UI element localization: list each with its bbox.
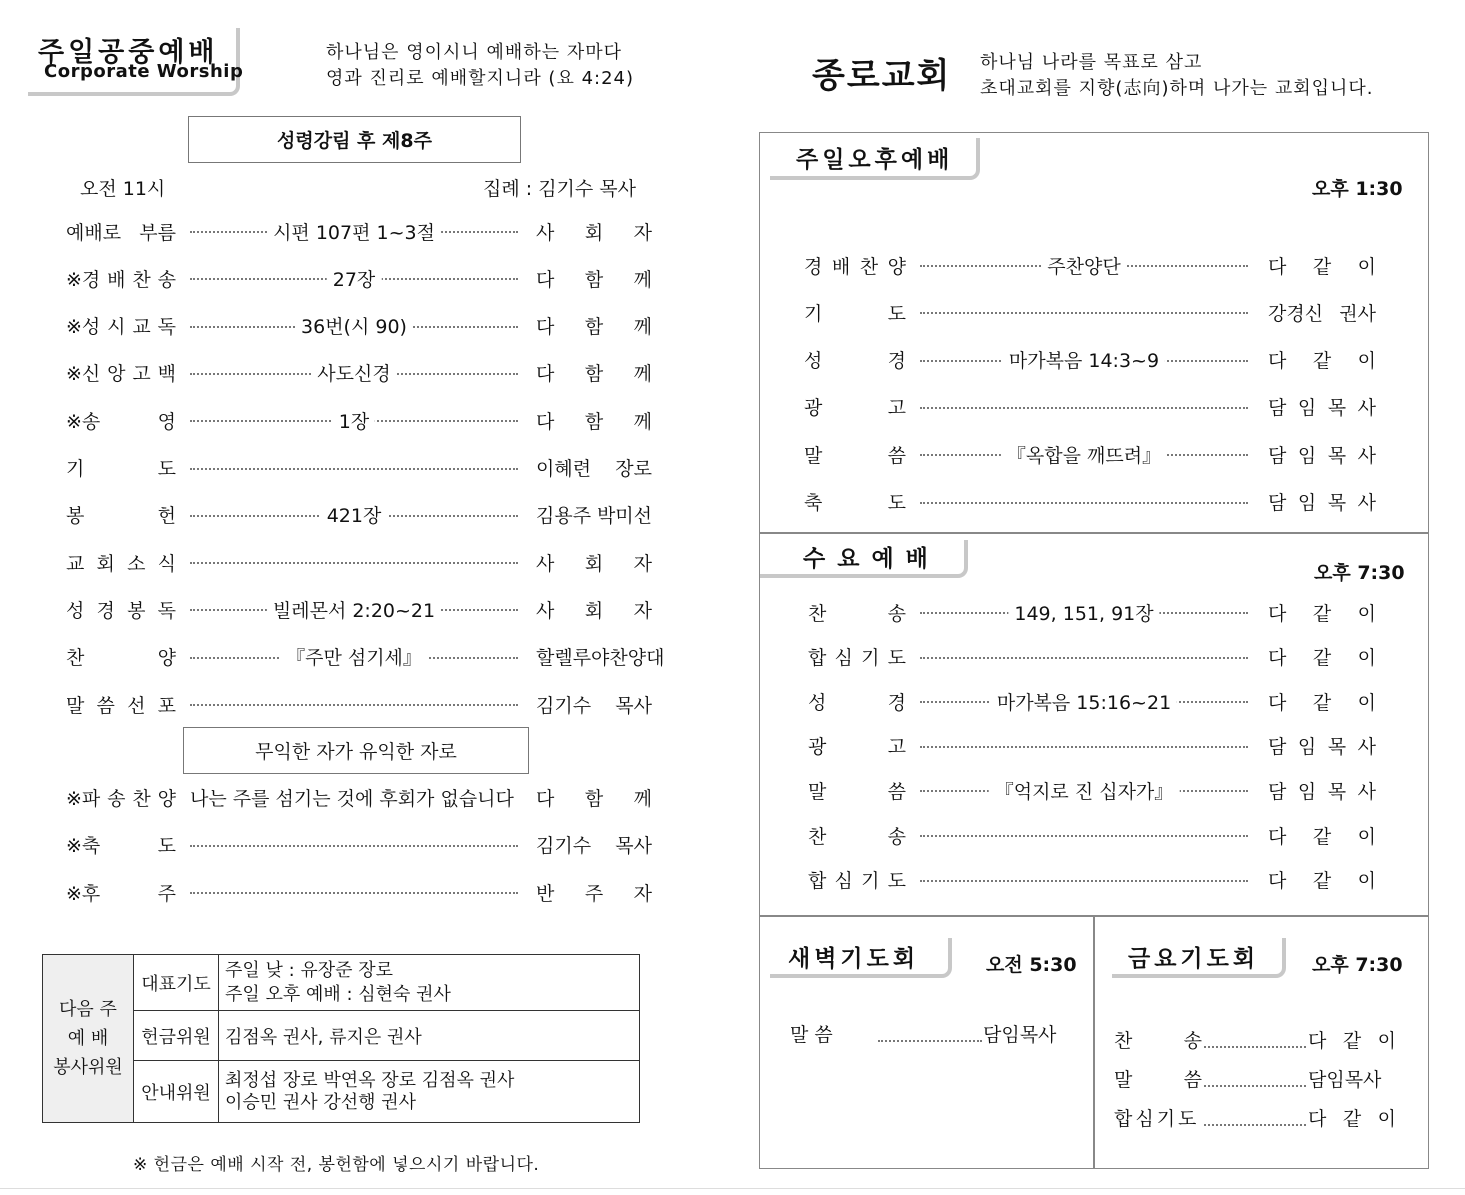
week-box: 성령강림 후 제8주	[188, 116, 521, 163]
friday-item-label	[1114, 1026, 1202, 1053]
label-part: 김기수	[536, 694, 592, 717]
label-part: 다	[1308, 1108, 1327, 1130]
label-part: 앙	[107, 363, 126, 386]
label-part: 고	[132, 363, 151, 386]
servants-header-line-3: 봉사위원	[53, 1057, 123, 1078]
order-item	[0, 547, 660, 577]
label-part: 담	[1268, 780, 1287, 803]
label-part: 이	[1357, 602, 1376, 625]
label-part: 회	[584, 552, 604, 575]
label-part: 함	[584, 363, 604, 386]
label-part: 같	[1312, 647, 1332, 670]
label-part: 다	[1268, 825, 1287, 848]
label-part: 이혜련	[536, 458, 592, 480]
order-item-label	[804, 441, 906, 468]
order-item-who	[1268, 393, 1376, 420]
sermon-title-box: 무익한 자가 유익한 자로	[183, 727, 529, 774]
label-part: 할렐루야	[536, 647, 610, 670]
label-part: 성	[804, 350, 823, 373]
label-part: 찬양대	[609, 647, 665, 670]
label-part: 임	[1297, 444, 1317, 467]
label-part: 께	[633, 787, 652, 810]
label-part: 임	[1297, 780, 1317, 803]
order-item-who	[1268, 488, 1376, 515]
service-time: 오전 11시	[80, 178, 166, 200]
order-item-who	[1268, 866, 1376, 893]
dots-leader	[920, 835, 1248, 837]
order-item-label	[804, 488, 906, 515]
label-part: 식	[157, 552, 176, 575]
label-part: 합	[808, 870, 827, 893]
label-part: 함	[584, 268, 604, 291]
label-part: 함	[584, 787, 604, 810]
label-part: 다	[536, 363, 555, 386]
friday-item-label	[1114, 1065, 1202, 1092]
label-part: 자	[633, 599, 652, 622]
label-part: 씀	[887, 444, 906, 467]
label-part: 이	[1357, 350, 1376, 373]
order-item-detail: 마가복음 14:3~9	[1003, 346, 1165, 373]
servants-header-line-2: 예 배	[67, 1028, 109, 1049]
label-part: 함	[584, 410, 604, 433]
order-item-label	[808, 822, 906, 849]
label-part: 도	[887, 302, 906, 325]
label-part: 광	[804, 397, 823, 420]
order-item-who	[1268, 777, 1376, 804]
order-item-detail: 마가복음 15:16~21	[991, 688, 1177, 715]
order-item	[0, 216, 660, 246]
order-item-who	[536, 549, 652, 576]
label-part: 사	[1357, 492, 1376, 514]
label-part: 다	[1268, 602, 1287, 625]
label-part: 말	[66, 694, 85, 717]
dots-leader	[1204, 1046, 1306, 1048]
label-part: 반	[536, 882, 555, 905]
order-item	[0, 642, 1430, 672]
servants-role: 안내위원	[134, 1061, 219, 1123]
label-part: 씀	[96, 694, 115, 717]
dawn-time: 오전 5:30	[986, 954, 1077, 976]
label-part: 양	[157, 647, 176, 670]
order-item-label	[804, 252, 906, 279]
label-part: 같	[1312, 350, 1332, 373]
label-part: 심	[834, 647, 853, 670]
label-part: 성	[808, 691, 827, 714]
label-part: 배	[107, 268, 126, 291]
label-part: ※경	[66, 268, 101, 291]
label-part: 같	[1312, 255, 1332, 278]
order-item-detail: 36번(시 90)	[295, 312, 413, 339]
label-part: ※성	[66, 316, 101, 339]
order-item-who	[1268, 346, 1376, 373]
label-part: 배	[831, 255, 851, 278]
label-part: 기	[861, 870, 880, 893]
wednesday-panel	[759, 532, 1429, 917]
label-part: 사	[536, 599, 555, 622]
order-item	[0, 865, 1430, 895]
label-part: 송	[887, 825, 906, 848]
order-item-label	[808, 643, 906, 670]
order-item-label	[66, 218, 176, 245]
order-item-who	[1268, 643, 1376, 670]
label-part: 이	[1357, 691, 1376, 714]
label-part: 께	[633, 410, 652, 433]
friday-title: 금요기도회	[1128, 946, 1260, 972]
label-part: 회	[584, 221, 604, 244]
label-part: 씀	[887, 780, 906, 803]
label-part: 사	[536, 221, 555, 244]
verse-line-2: 영과 진리로 예배할지니라 (요 4:24)	[326, 68, 635, 89]
dots-leader	[920, 746, 1248, 748]
label-part: 경	[887, 691, 906, 714]
label-part: 경	[804, 255, 823, 278]
label-part: 같	[1342, 1030, 1362, 1052]
servants-header-line-1: 다음 주	[59, 999, 117, 1020]
label-part: 같	[1312, 825, 1332, 848]
order-item-who	[1268, 441, 1376, 468]
label-part: 이	[1357, 255, 1376, 278]
label-part: ※축	[66, 835, 101, 857]
label-part: 양	[887, 255, 906, 278]
label-part: 같	[1312, 602, 1332, 625]
label-part: 교	[132, 316, 151, 339]
order-item	[0, 392, 1430, 422]
label-part: 께	[633, 316, 652, 339]
bottom-rule	[0, 1188, 1465, 1189]
order-item	[0, 297, 1430, 327]
dots-leader	[920, 880, 1248, 882]
label-part: 백	[157, 363, 176, 386]
label-part: 말	[1114, 1069, 1133, 1091]
friday-item-who	[1308, 1026, 1396, 1053]
label-part: 임	[1297, 397, 1317, 420]
order-item-label	[804, 393, 906, 420]
offering-note: ※ 헌금은 예배 시작 전, 봉헌함에 넣으시기 바랍니다.	[133, 1155, 540, 1175]
label-part: 송	[1183, 1030, 1202, 1052]
friday-time: 오후 7:30	[1312, 954, 1403, 976]
label-part: 기	[861, 647, 880, 670]
order-item	[0, 439, 1430, 469]
label-part: 찬	[1114, 1030, 1133, 1052]
label-part: 이	[1357, 825, 1376, 848]
servants-names-line-1: 최정섭 장로 박연옥 장로 김점옥 권사	[225, 1069, 515, 1091]
label-part: 박미선	[596, 505, 652, 528]
dawn-item	[790, 1020, 1072, 1048]
label-part: 담	[1268, 736, 1287, 759]
label-part: 회	[96, 552, 115, 575]
servants-header	[43, 955, 134, 1123]
label-part: 같	[1312, 691, 1332, 714]
label-part: 강경신	[1268, 302, 1324, 325]
label-part: 찬	[66, 647, 85, 670]
order-item	[0, 731, 1430, 761]
label-part: 담	[1268, 492, 1287, 514]
friday-item-label: 합심기도	[1114, 1108, 1200, 1130]
label-part: 목사	[615, 694, 652, 717]
label-part: 김기수	[536, 835, 592, 857]
servants-role: 헌금위원	[134, 1011, 219, 1061]
label-part: 사	[536, 552, 555, 575]
friday-item-who: 담임목사	[1308, 1069, 1382, 1091]
label-part: 씀	[1183, 1069, 1202, 1091]
label-part: 영	[157, 410, 176, 433]
label-part: 시	[107, 316, 126, 339]
order-item	[0, 597, 1430, 627]
label-part: 선	[127, 694, 146, 717]
church-name: 종로교회	[812, 56, 952, 96]
label-part: 축	[804, 492, 823, 514]
label-part: 독	[157, 599, 176, 622]
label-part: 다	[1268, 350, 1287, 373]
order-item-who	[1268, 822, 1376, 849]
label-part: 임	[1297, 492, 1317, 514]
label-part: ※신	[66, 363, 101, 386]
verse-line-1: 하나님은 영이시니 예배하는 자마다	[326, 42, 622, 63]
label-part: 다	[1268, 870, 1287, 893]
label-part: 주	[584, 882, 604, 905]
friday-item-who	[1308, 1104, 1396, 1131]
servants-names	[219, 1061, 640, 1123]
label-part: 말	[808, 780, 827, 803]
dots-leader	[920, 407, 1248, 409]
label-part: 함	[584, 316, 604, 339]
label-part: 권사	[1339, 302, 1376, 325]
order-item-detail: 『옥합을 깨뜨려』	[1001, 441, 1167, 468]
label-part: 임	[1297, 736, 1317, 759]
service-leader: 집례 : 김기수 목사	[483, 178, 636, 200]
label-part: 포	[157, 694, 176, 717]
motto-line-2: 초대교회를 지향(志向)하며 나가는 교회입니다.	[980, 78, 1374, 99]
label-part: 합	[808, 647, 827, 670]
label-part: 사	[1357, 780, 1376, 803]
label-part: 경	[96, 599, 115, 622]
label-part: 목	[1327, 780, 1347, 803]
label-part: 송	[107, 787, 126, 810]
label-part: 사	[1357, 444, 1376, 467]
dawn-item-label: 말 씀	[790, 1024, 833, 1046]
label-part: 도	[157, 458, 176, 480]
label-part: 송	[887, 602, 906, 625]
servants-names	[219, 955, 640, 1011]
label-part: 목	[1327, 736, 1347, 759]
order-item-label	[804, 346, 906, 373]
label-part: 목	[1327, 492, 1347, 514]
label-part: 양	[157, 787, 176, 810]
order-item	[0, 250, 1430, 280]
label-part: 자	[633, 221, 652, 244]
order-item-detail: 149, 151, 91장	[1008, 599, 1159, 626]
order-item-who	[1268, 299, 1376, 326]
label-part: 다	[1308, 1030, 1327, 1052]
label-part: 다	[1268, 691, 1287, 714]
order-item-detail: 421장	[321, 501, 388, 528]
label-part: 부름	[139, 221, 176, 244]
order-item-detail: 27장	[327, 265, 382, 292]
label-part: 광	[808, 736, 827, 759]
afternoon-time: 오후 1:30	[1312, 178, 1403, 200]
label-part: ※파	[66, 787, 101, 810]
order-item-detail: 빌레몬서 2:20~21	[267, 596, 441, 623]
dots-leader	[878, 1040, 982, 1042]
label-part: 심	[834, 870, 853, 893]
order-item-label	[808, 732, 906, 759]
label-part: 다	[536, 787, 555, 810]
order-item-who	[1268, 599, 1376, 626]
order-item	[0, 686, 1430, 716]
dots-leader	[920, 502, 1248, 504]
order-item	[0, 820, 1430, 850]
order-item	[0, 775, 1430, 805]
label-part: 담	[1268, 444, 1287, 467]
servants-table	[42, 954, 640, 1123]
label-part: 말	[804, 444, 823, 467]
label-part: 자	[633, 552, 652, 575]
label-part: 목사	[615, 835, 652, 857]
label-part: 기	[804, 302, 823, 325]
label-part: 도	[887, 492, 906, 514]
order-item-who	[1268, 252, 1376, 279]
label-part: 이	[1357, 647, 1376, 670]
label-part: 헌	[157, 505, 176, 528]
label-part: ※후	[66, 882, 101, 905]
order-item-who	[536, 218, 652, 245]
order-item-who	[1268, 732, 1376, 759]
dawn-item-who: 담임목사	[983, 1024, 1057, 1046]
label-part: 찬	[808, 825, 827, 848]
label-part: 회	[584, 599, 604, 622]
servants-names-line-2: 주일 오후 예배 : 심현숙 권사	[225, 983, 451, 1005]
label-part: 찬	[132, 268, 151, 291]
order-item-detail: 사도신경	[311, 359, 396, 386]
order-item-label	[66, 549, 176, 576]
order-item-detail: 1장	[333, 407, 375, 434]
dots-leader	[920, 312, 1248, 314]
label-part: 도	[887, 647, 906, 670]
label-part: 독	[157, 316, 176, 339]
label-part: 교	[66, 552, 85, 575]
label-part: 도	[157, 835, 176, 857]
label-part: 사	[1357, 397, 1376, 420]
label-part: 주	[157, 882, 176, 905]
label-part: 께	[633, 363, 652, 386]
servants-names: 김점옥 권사, 류지은 권사	[219, 1011, 640, 1061]
label-part: 다	[1268, 255, 1287, 278]
label-part: 찬	[859, 255, 879, 278]
label-part: 이	[1357, 870, 1376, 893]
servants-names-line-1: 주일 낮 : 유장준 장로	[225, 959, 394, 981]
label-part: 자	[633, 882, 652, 905]
order-item-detail: 나는 주를 섬기는 것에 후회가 없습니다	[190, 784, 514, 811]
label-part: 김용주	[536, 505, 592, 528]
label-part: 다	[536, 316, 555, 339]
order-item-label	[808, 777, 906, 804]
order-item-detail: 주찬양단	[1041, 252, 1126, 279]
label-part: 장로	[615, 458, 652, 480]
label-part: ※송	[66, 410, 101, 433]
wednesday-title: 수 요 예 배	[803, 546, 930, 572]
order-item-detail: 『주만 섬기세』	[280, 643, 428, 670]
order-item	[0, 345, 1430, 375]
label-part: 같	[1342, 1108, 1362, 1130]
friday-item	[1114, 1104, 1404, 1132]
servants-names-line-2: 이승민 권사 강선행 권사	[225, 1091, 417, 1113]
label-part: 같	[1312, 870, 1332, 893]
label-part: 사	[1357, 736, 1376, 759]
wednesday-time: 오후 7:30	[1314, 562, 1405, 584]
label-part: 성	[66, 599, 85, 622]
label-part: 이	[1377, 1108, 1396, 1130]
order-item-label	[808, 688, 906, 715]
label-part: 예배로	[66, 221, 122, 244]
label-part: 이	[1377, 1030, 1396, 1052]
label-part: 송	[157, 268, 176, 291]
friday-item	[1114, 1065, 1404, 1093]
label-part: 도	[887, 870, 906, 893]
label-part: 목	[1327, 397, 1347, 420]
worship-title: 주일공중예배	[38, 37, 219, 68]
afternoon-title: 주일오후예배	[796, 147, 954, 173]
label-part: 봉	[66, 505, 85, 528]
label-part: 소	[127, 552, 146, 575]
motto-line-1: 하나님 나라를 목표로 삼고	[980, 52, 1203, 73]
label-part: 고	[887, 736, 906, 759]
worship-title-en: Corporate Worship	[44, 61, 244, 82]
order-item	[0, 487, 1430, 517]
label-part: 께	[633, 268, 652, 291]
order-item-detail: 『억지로 진 십자가』	[989, 777, 1180, 804]
friday-item	[1114, 1026, 1404, 1054]
label-part: 경	[887, 350, 906, 373]
label-part: 고	[887, 397, 906, 420]
dots-leader	[190, 562, 518, 564]
order-item-who	[1268, 688, 1376, 715]
dots-leader	[1204, 1124, 1306, 1126]
label-part: 다	[536, 410, 555, 433]
label-part: 담	[1268, 397, 1287, 420]
dots-leader	[1204, 1085, 1306, 1087]
dots-leader	[920, 657, 1248, 659]
order-item-label	[808, 866, 906, 893]
label-part: 목	[1327, 444, 1347, 467]
label-part: 찬	[808, 602, 827, 625]
order-item-detail: 시편 107편 1~3절	[267, 218, 441, 245]
servants-role: 대표기도	[134, 955, 219, 1011]
order-item-label	[808, 599, 906, 626]
label-part: 기	[66, 458, 85, 480]
label-part: 찬	[132, 787, 151, 810]
label-part: 봉	[127, 599, 146, 622]
label-part: 다	[536, 268, 555, 291]
dawn-title: 새벽기도회	[788, 946, 920, 972]
label-part: 다	[1268, 647, 1287, 670]
order-item-label	[804, 299, 906, 326]
